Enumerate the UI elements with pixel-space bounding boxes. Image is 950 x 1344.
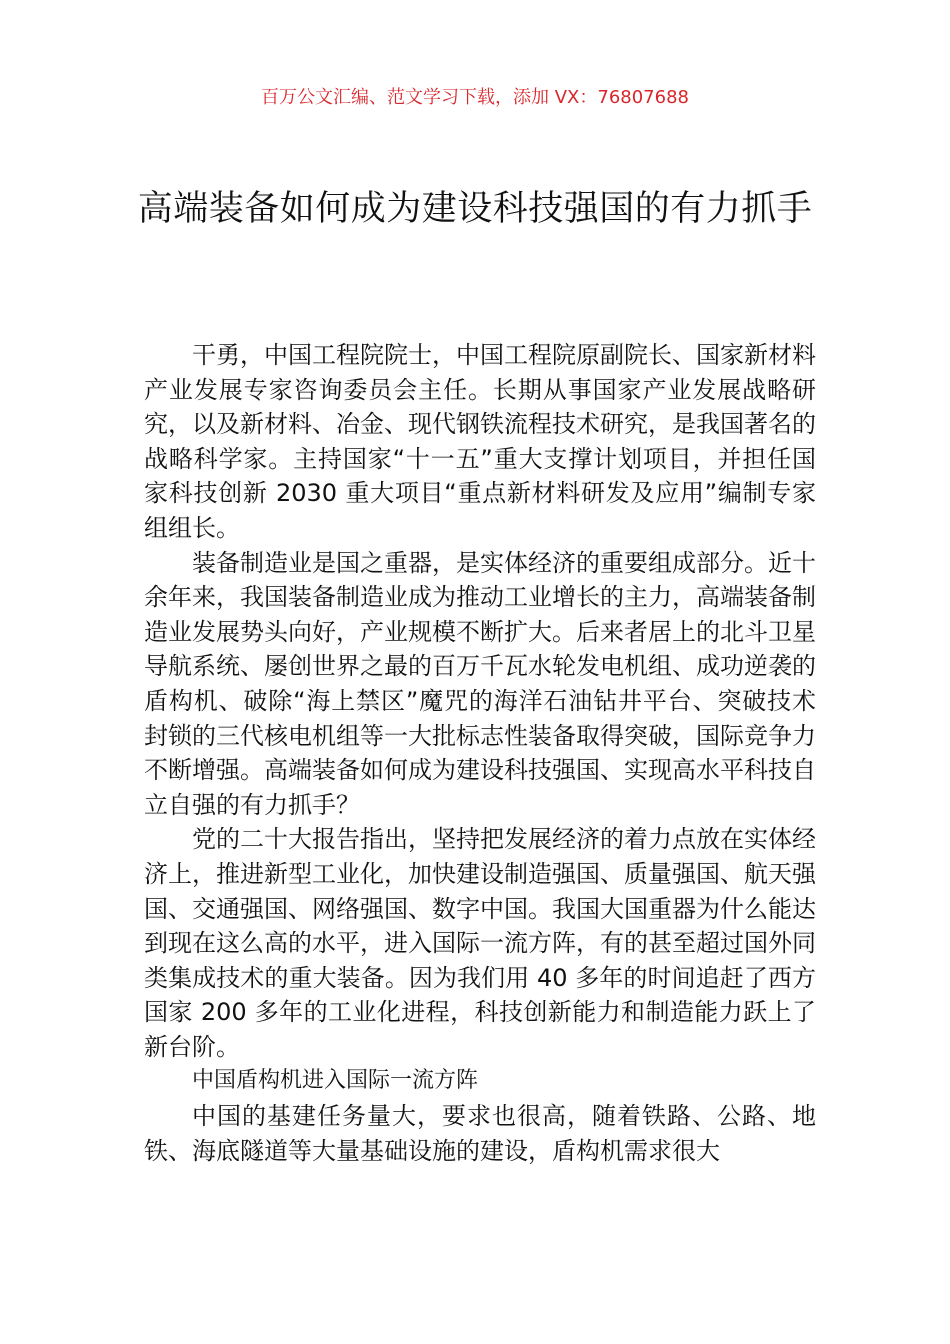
paragraph-tunnel-boring: 中国的基建任务量大，要求也很高，随着铁路、公路、地铁、海底隧道等大量基础设施的建设，盾构机需求很大 [144, 1102, 816, 1165]
paragraph-equipment-industry: 装备制造业是国之重器，是实体经济的重要组成部分。近十余年来，我国装备制造业成为推动工业增长的主力，高端装备制造业发展势头向好，产业规模不断扩大。后来者居上的北斗卫星导航系统、屡创世界之最的百万千瓦水轮发电机组、成功逆袭的盾构机、破除“海上禁区”魔咒的海洋石油钻井平台、突破技术封锁的三代核电机组等一大批标志性装备取得突破，国际竞争力不断增强。高端装备如何成为建设科技强国、实现高水平科技自立自强的有力抓手？ [144, 548, 816, 819]
paragraph-author-bio: 干勇，中国工程院院士，中国工程院原副院长、国家新材料产业发展专家咨询委员会主任。长期从事国家产业发展战略研究，以及新材料、冶金、现代钢铁流程技术研究，是我国著名的战略科学家。主持国家“十一五”重大支撑计划项目，并担任国家科技创新 2030 重大项目“重点新材料研发及应用”编制专家组组长。 [144, 341, 816, 542]
paragraph-party-report: 党的二十大报告指出，坚持把发展经济的着力点放在实体经济上，推进新型工业化，加快建设制造强国、质量强国、航天强国、交通强国、网络强国、数字中国。我国大国重器为什么能达到现在这么高的水平，进入国际一流方阵，有的甚至超过国外同类集成技术的重大装备。因为我们用 40 多年的时间追赶了西方国家 200 多年的工业化进程，科技创新能力和制造能力跃上了新台阶。 [144, 825, 816, 1061]
section-subheading: 中国盾构机进入国际一流方阵 [192, 1068, 479, 1094]
document-body [144, 338, 816, 1168]
document-title: 高端装备如何成为建设科技强国的有力抓手 [137, 189, 813, 229]
header-promo-note: 百万公文汇编、范文学习下载，添加 VX：76807688 [261, 87, 689, 108]
